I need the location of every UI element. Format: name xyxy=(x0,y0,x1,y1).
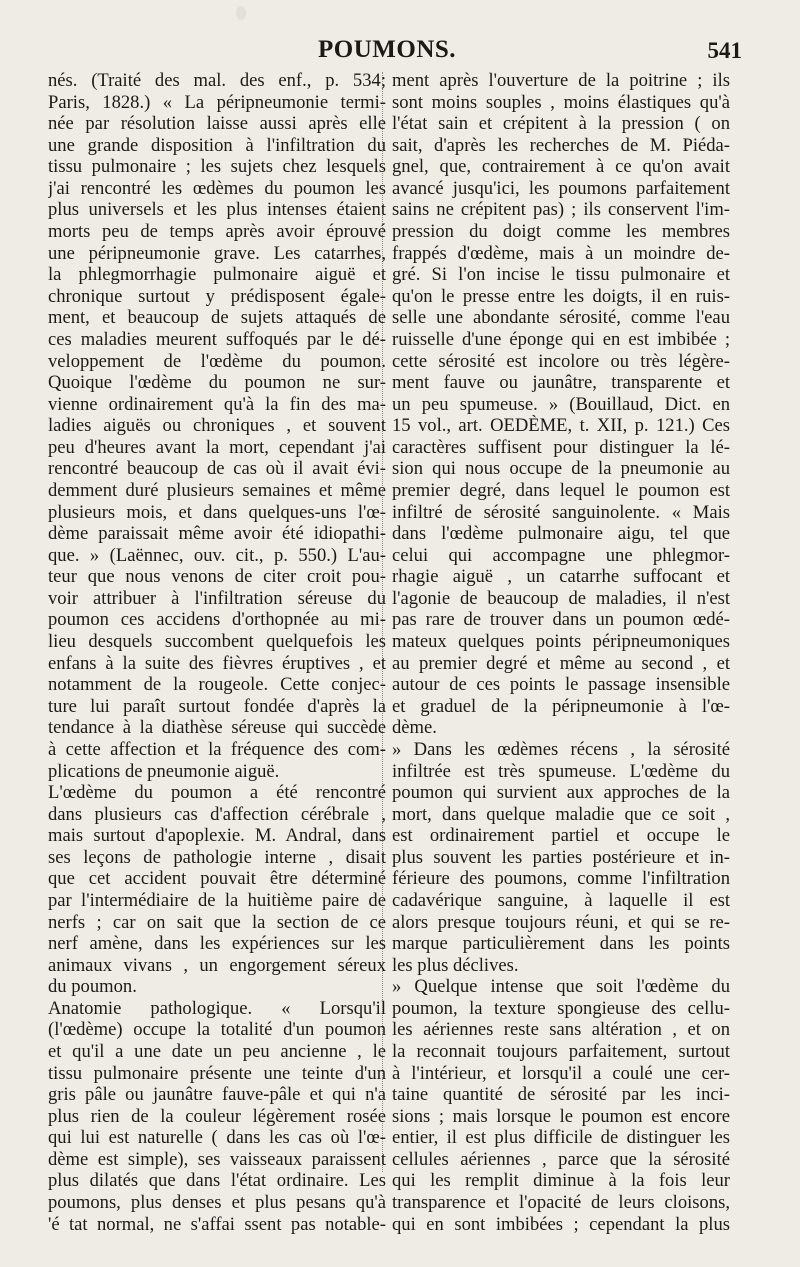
text-line: ces maladies meurent suffoqués par le dé- xyxy=(48,328,386,350)
text-line: née par résolution laisse aussi après elle xyxy=(48,113,386,135)
text-line: rencontré beaucoup de cas où il avait évi- xyxy=(48,458,386,480)
text-line: dème est simple), ses vaisseaux paraissent xyxy=(48,1148,386,1170)
text-line: que. » (Laënnec, ouv. cit., p. 550.) L'au- xyxy=(48,544,386,566)
text-line: L'œdème du poumon a été rencontré xyxy=(48,782,386,804)
text-line: 'é tat normal, ne s'affai ssent pas notable- xyxy=(48,1213,386,1235)
text-line: lieu desquels succombent quelquefois les xyxy=(48,631,386,653)
text-line: frappés d'œdème, mais à un moindre de- xyxy=(392,242,730,264)
text-line: enfans à la suite des fièvres éruptives , et xyxy=(48,652,386,674)
text-line: cellules aériennes , parce que la sérosité xyxy=(392,1148,730,1170)
text-line: morts peu de temps après avoir éprouvé xyxy=(48,221,386,243)
text-line: à l'intérieur, et lorsqu'il a coulé une cer- xyxy=(392,1062,730,1084)
text-line: plications de pneumonie aiguë. xyxy=(48,760,280,782)
text-line: tendance à la diathèse séreuse qui succède xyxy=(48,717,386,739)
text-line: un peu spumeuse. » (Bouillaud, Dict. en xyxy=(392,393,730,415)
text-line: tissu pulmonaire ; les sujets chez lesquels xyxy=(48,156,386,178)
text-line: l'état sain et crépitent à la pression ( on xyxy=(392,113,730,135)
text-line: gré. Si l'on incise le tissu pulmonaire et xyxy=(392,264,730,286)
text-line: gris pâle ou jaunâtre fauve-pâle et qui n'a xyxy=(48,1084,386,1106)
text-line: qui les remplit diminue à la fois leur xyxy=(392,1170,730,1192)
text-line: et qu'il a une date un peu ancienne , le xyxy=(48,1041,386,1063)
text-line: entier, il est plus difficile de distinguer les xyxy=(392,1127,730,1149)
text-line: avancé jusqu'ici, les poumons parfaitement xyxy=(392,177,730,199)
text-line: la phlegmorrhagie pulmonaire aiguë et xyxy=(48,264,386,286)
text-line: autour de ces points le passage insensible xyxy=(392,674,730,696)
right-text-column xyxy=(392,70,730,1235)
text-line: les aériennes reste sans altération , et on xyxy=(392,1019,730,1041)
text-line: est ordinairement partiel et occupe le xyxy=(392,825,730,847)
text-line: rhagie aiguë , un catarrhe suffocant et xyxy=(392,566,730,588)
text-line: 15 vol., art. OEDÈME, t. XII, p. 121.) Ces xyxy=(392,415,730,437)
text-line: marque particulièrement dans les points xyxy=(392,933,730,955)
text-line: mais surtout d'apoplexie. M. Andral, dans xyxy=(48,825,386,847)
text-line: j'ai rencontré les œdèmes du poumon les xyxy=(48,177,386,199)
page-header xyxy=(0,36,800,70)
text-line: Quoique l'œdème du poumon ne sur- xyxy=(48,372,386,394)
text-line: transparence et l'opacité de leurs cloisons, xyxy=(392,1192,730,1214)
text-line: infiltré de sérosité sanguinolente. « Mais xyxy=(392,501,730,523)
text-line: poumon ces accidens d'orthopnée au mi- xyxy=(48,609,386,631)
text-line: ruisselle d'une éponge qui en est imbibée ; xyxy=(392,328,730,350)
text-line: plus universels et les plus intenses étaient xyxy=(48,199,386,221)
text-line: plus dilatés que dans l'état ordinaire. Les xyxy=(48,1170,386,1192)
text-line: une péripneumonie grave. Les catarrhes, xyxy=(48,242,386,264)
page-number: 541 xyxy=(707,38,742,63)
text-line: plus rien de la couleur légèrement rosée xyxy=(48,1105,386,1127)
text-line: les plus déclives. xyxy=(392,954,519,976)
text-line: nerfs ; car on sait que la section de ce xyxy=(48,911,386,933)
text-line: sait, d'après les recherches de M. Piéda- xyxy=(392,134,730,156)
left-text-column xyxy=(48,70,386,1235)
text-line: par l'intermédiaire de la huitième paire de xyxy=(48,889,386,911)
text-line: et graduel de la péripneumonie à l'œ- xyxy=(392,695,730,717)
text-line: ment après l'ouverture de la poitrine ; ils xyxy=(392,70,730,91)
text-line: (l'œdème) occupe la totalité d'un poumon xyxy=(48,1019,386,1041)
text-line: nerf amène, dans les expériences sur les xyxy=(48,933,386,955)
text-line: dans plusieurs cas d'affection cérébrale , xyxy=(48,803,386,825)
text-line: alors presque toujours réuni, et qui se re- xyxy=(392,911,730,933)
text-line: veloppement de l'œdème du poumon. xyxy=(48,350,386,372)
text-line: ture lui paraît surtout fondée d'après la xyxy=(48,695,386,717)
text-line: Anatomie pathologique. « Lorsqu'il xyxy=(48,997,386,1019)
text-line: ladies aiguës ou chroniques , et souvent xyxy=(48,415,386,437)
text-line: cadavérique sanguine, à laquelle il est xyxy=(392,889,730,911)
text-line: dans l'œdème pulmonaire aigu, tel que xyxy=(392,523,730,545)
text-line: ses leçons de pathologie interne , disait xyxy=(48,846,386,868)
text-line: à cette affection et la fréquence des com- xyxy=(48,738,386,760)
text-line: cette sérosité est incolore ou très légère- xyxy=(392,350,730,372)
text-line: qui en sont imbibées ; cependant la plus xyxy=(392,1213,730,1235)
text-line: férieure des poumons, comme l'infiltration xyxy=(392,868,730,890)
text-line: au premier degré et même au second , et xyxy=(392,652,730,674)
text-line: dème paraissait même avoir été idiopathi- xyxy=(48,523,386,545)
text-line: vienne ordinairement qu'à la fin des ma- xyxy=(48,393,386,415)
text-line: dème. xyxy=(392,717,437,739)
text-line: » Dans les œdèmes récens , la sérosité xyxy=(392,738,730,760)
text-line: que cet accident pouvait être déterminé xyxy=(48,868,386,890)
text-line: plusieurs mois, et dans quelques-uns l'œ- xyxy=(48,501,386,523)
text-line: poumons, plus denses et plus pesans qu'à xyxy=(48,1192,386,1214)
text-line: pas rare de trouver dans un poumon œdé- xyxy=(392,609,730,631)
text-line: mort, dans quelque maladie que ce soit , xyxy=(392,803,730,825)
text-line: ment, et beaucoup de sujets attaqués de xyxy=(48,307,386,329)
text-line: la reconnait toujours parfaitement, surtout xyxy=(392,1041,730,1063)
text-line: animaux vivans , un engorgement séreux xyxy=(48,954,386,976)
text-line: sont moins souples , moins élastiques qu'à xyxy=(392,91,730,113)
text-line: voir attribuer à l'infiltration séreuse du xyxy=(48,587,386,609)
text-line: sion qui nous occupe de la pneumonie au xyxy=(392,458,730,480)
text-line: tissu pulmonaire présente une teinte d'un xyxy=(48,1062,386,1084)
text-line: Paris, 1828.) « La péripneumonie termi- xyxy=(48,91,386,113)
text-line: infiltrée est très spumeuse. L'œdème du xyxy=(392,760,730,782)
text-line: teur que nous venons de citer croit pou- xyxy=(48,566,386,588)
text-line: du poumon. xyxy=(48,976,137,998)
text-line: celui qui accompagne une phlegmor- xyxy=(392,544,730,566)
text-line: qu'on le presse entre les doigts, il en ruis- xyxy=(392,285,730,307)
text-line: pression du doigt comme les membres xyxy=(392,221,730,243)
text-line: gnel, que, contrairement à ce qu'on avait xyxy=(392,156,730,178)
text-line: poumon qui survient aux approches de la xyxy=(392,782,730,804)
text-line: ment fauve ou jaunâtre, transparente et xyxy=(392,372,730,394)
text-line: chronique surtout y prédisposent égale- xyxy=(48,285,386,307)
text-line: notamment de la rougeole. Cette conjec- xyxy=(48,674,386,696)
text-line: premier degré, dans lequel le poumon est xyxy=(392,479,730,501)
text-line: sions ; mais lorsque le poumon est encore xyxy=(392,1105,730,1127)
text-line: une grande disposition à l'infiltration du xyxy=(48,134,386,156)
text-line: selle une abondante sérosité, comme l'eau xyxy=(392,307,730,329)
text-line: nés. (Traité des mal. des enf., p. 534; xyxy=(48,70,386,91)
text-line: plus souvent les parties postérieure et in- xyxy=(392,846,730,868)
running-title: POUMONS. xyxy=(318,36,457,63)
text-line: mateux quelques points péripneumoniques xyxy=(392,631,730,653)
text-line: poumon, la texture spongieuse des cellu- xyxy=(392,997,730,1019)
text-line: caractères suffisent pour distinguer la lé- xyxy=(392,436,730,458)
paper-stain xyxy=(236,6,246,20)
text-line: taine quantité de sérosité par les inci- xyxy=(392,1084,730,1106)
text-line: qui lui est naturelle ( dans les cas où l'œ- xyxy=(48,1127,386,1149)
text-line: » Quelque intense que soit l'œdème du xyxy=(392,976,730,998)
text-line: peu d'heures avant la mort, cependant j'ai xyxy=(48,436,386,458)
text-line: sains ne crépitent pas) ; ils conservent l'im- xyxy=(392,199,730,221)
text-line: l'agonie de beaucoup de maladies, il n'est xyxy=(392,587,730,609)
text-line: demment duré plusieurs semaines et même xyxy=(48,479,386,501)
